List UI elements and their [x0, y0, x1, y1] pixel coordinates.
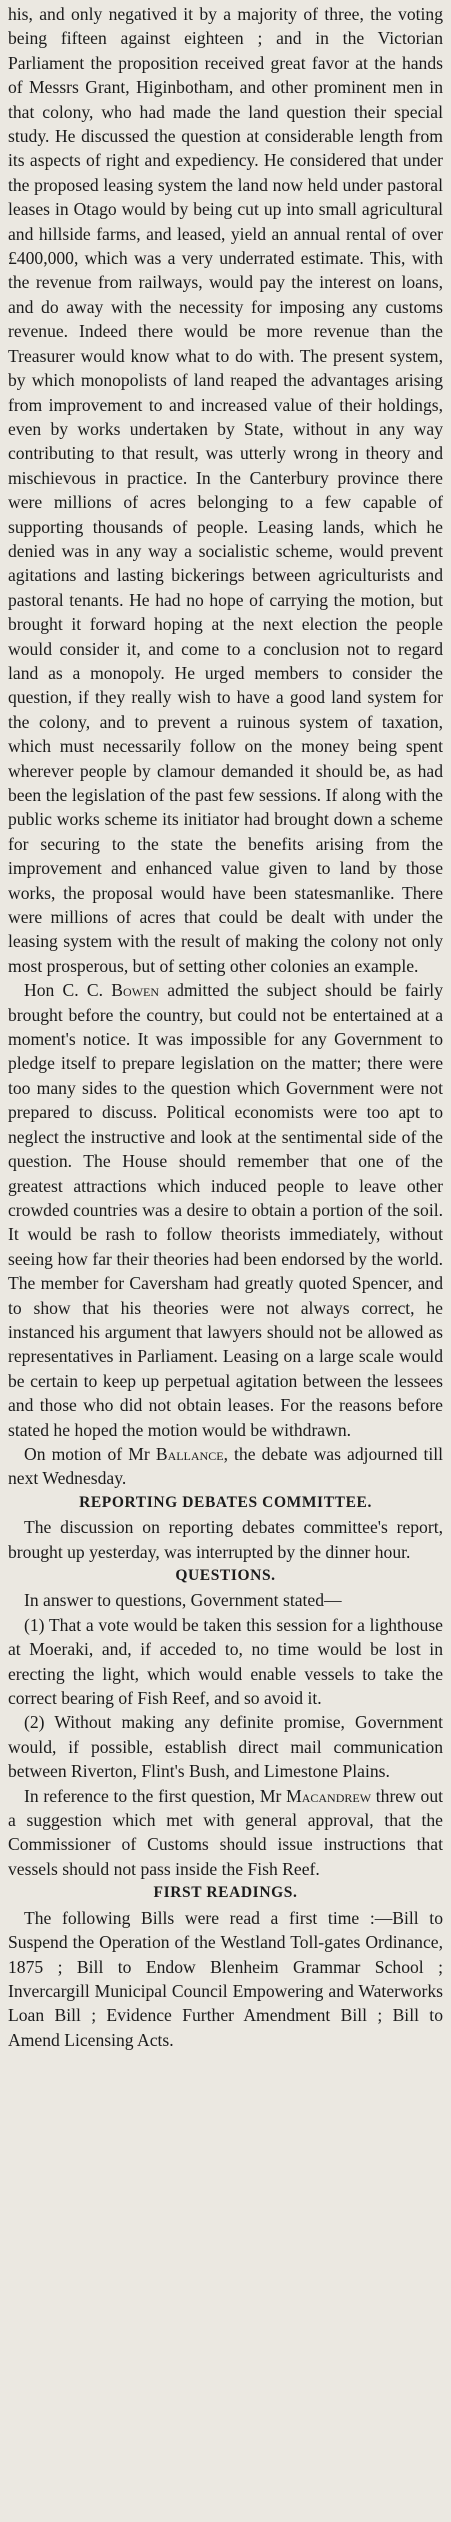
question-two-paragraph: (2) Without making any definite promise, Government would, if possible, establish direct mail communication between Riverton, Flint's Bush, and Limestone Plains. — [8, 1712, 443, 1782]
adjournment-text: , the debate was adjourned till next Wednesday. — [8, 1443, 444, 1489]
land-leasing-speech-paragraph: his, and only negatived it by a majority of three, the voting being fifteen against eighteen ; and in the Victorian Parliament the proposition received great favor at the hands of Messrs Grant, Higinbotham, and other prominent men in that colony, who had made the land question their special study. He discussed the question at considerable length from its aspects of right and expediency. He considered that under the proposed leasing system the land now held under pastoral leases in Otago would by being cut up into small agricultural and hillside farms, and leased, yield an annual rental of over £400,000, which was a very underrated estimate. This, with the revenue from railways, would pay the interest on loans, and do away with the necessity for imposing any customs revenue. Indeed there would be more revenue than the Treasurer would know what to do with. The present system, by which monopolists of land reaped the advantages arising from improvement to and increased value of their holdings, even by works undertaken by State, without in any way contributing to that result, was utterly wrong in theory and mischievous in practice. In the Canterbury province there were millions of acres belonging to a few capable of supporting thousands of people. Leasing lands, which he denied was in any way a socialistic scheme, would prevent agitations and lasting bickerings between agriculturists and pastoral tenants. He had no hope of carrying the motion, but brought it forward hoping at the next election the people would consider it, and come to a conclusion not to regard land as a monopoly. He urged members to consider the question, if they really wish to have a good land system for the colony, and to prevent a ruinous system of taxation, which must necessarily follow on the money being spent wherever people by clamour demanded it should be, as had been the legislation of the past few sessions. If along with the public works scheme its initiator had brought down a scheme for securing to the state the benefits arising from the improvement and enhanced value given to land by those works, the proposal would have been statesmanlike. There were millions of acres that could be dealt with under the leasing system with the result of making the colony not only most prosperous, but of setting other colonies an example. — [8, 4, 443, 976]
first-readings-heading: FIRST READINGS. — [153, 1884, 298, 1902]
macandrew-paragraph — [8, 1784, 443, 1882]
first-readings-paragraph: The following Bills were read a first time :—Bill to Suspend the Operation of the Westland Toll-gates Ordinance, 1875 ; Bill to Endow Blenheim Grammar School ; Invercargill Municipal Council Empowering and Waterworks Loan Bill ; Evidence Further Amendment Bill ; Bill to Amend Licensing Acts. — [8, 1907, 443, 2050]
adjournment-paragraph — [8, 1442, 443, 1491]
reporting-debates-paragraph: The discussion on reporting debates committee's report, brought up yesterday, was interrupted by the dinner hour. — [8, 1517, 443, 1562]
bowen-prefix: Hon C. C. — [24, 980, 112, 1001]
adjournment-prefix: On motion of Mr — [24, 1443, 156, 1464]
macandrew-prefix: In reference to the first question, Mr — [24, 1785, 287, 1806]
question-one-paragraph: (1) That a vote would be taken this session for a lighthouse at Moeraki, and, if acceded to, no time would be lost in erecting the light, which would enable vessels to take the correct bearing of Fish Reef, and so avoid it. — [8, 1614, 443, 1709]
questions-heading: QUESTIONS. — [175, 1567, 276, 1584]
macandrew-name: Macandrew — [286, 1785, 372, 1806]
reporting-debates-heading: REPORTING DEBATES COMMITTEE. — [79, 1493, 372, 1511]
bowen-reply-text: admitted the subject should be fairly brought before the country, but could not be entertained at a moment's notice. It was impossible for any Government to pledge itself to prepare legislation on the matter; there were too many sides to the question which Government were not prepared to discuss. Political economists were too apt to neglect the instructive and look at the sentimental side of the question. The House should remember that one of the greatest attractions which induced people to leave other crowded countries was a desire to obtain a portion of the soil. It would be rash to follow theorists immediately, without seeing how far their theories had been endorsed by the world. The member for Caversham had greatly quoted Spencer, and to show that his theories were not always correct, he instanced his argument that lawyers should not be allowed as representatives in Parliament. Leasing on a large scale would be certain to keep up perpetual agitation between the lessees and those who did not obtain leases. For the reasons before stated he hoped the motion would be withdrawn. — [8, 980, 443, 1440]
bowen-name: Bowen — [111, 980, 160, 1001]
bowen-reply-paragraph — [8, 978, 443, 1442]
ballance-name: Ballance — [155, 1443, 224, 1464]
macandrew-text: threw out a suggestion which met with general approval, that the Commissioner of Customs should issue instructions that vessels should not pass inside the Fish Reef. — [8, 1785, 443, 1879]
questions-intro-paragraph: In answer to questions, Government stated— — [24, 1590, 342, 1611]
